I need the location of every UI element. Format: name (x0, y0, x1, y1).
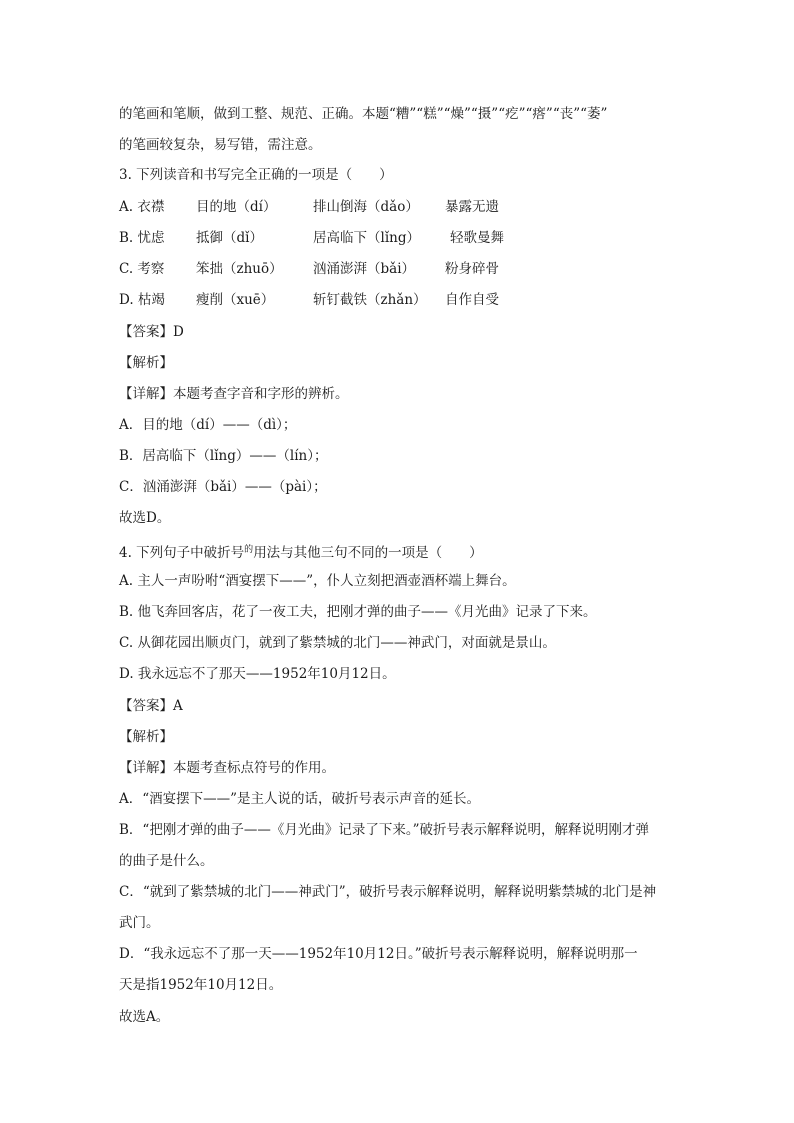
stem-superscript: 的 (244, 545, 254, 555)
question-3-option-a (119, 198, 605, 216)
question-4-option-d: D. 我永远忘不了那天——1952年10月12日。 (119, 666, 396, 682)
option-word: 笨拙（zhuō） (196, 261, 283, 277)
answer-label: 【答案】D (119, 324, 184, 340)
option-word: 瘦削（xuē） (196, 292, 275, 308)
explanation-line: 的曲子是什么。 (119, 853, 214, 869)
option-label: C. 考察 (119, 261, 165, 277)
question-3-option-d (119, 291, 605, 309)
option-word: 粉身碎骨 (445, 261, 499, 277)
option-word: 斩钉截铁（zhǎn） (313, 292, 427, 308)
option-label: D. 枯竭 (119, 292, 165, 308)
question-4-stem (119, 541, 483, 562)
text-line: 的笔画较复杂，易写错，需注意。 (119, 137, 322, 153)
question-4-option-c: C. 从御花园出顺贞门，就到了紫禁城的北门——神武门，对面就是景山。 (119, 635, 556, 651)
text-line: 的笔画和笔顺，做到工整、规范、正确。本题“糟”“糕”“燥”“摄”“疙”“瘩”“丧”“萎” (119, 106, 608, 122)
question-3-stem: 3. 下列读音和书写完全正确的一项是（ ） (119, 167, 393, 183)
question-4-option-a: A. 主人一声吩咐“酒宴摆下——”，仆人立刻把酒壶酒杯端上舞台。 (119, 573, 516, 589)
conclusion-line: 故选D。 (119, 510, 171, 526)
explanation-line: A．目的地（dí）——（dì）； (119, 417, 297, 433)
conclusion-line: 故选A。 (119, 1009, 170, 1025)
question-4-option-b: B. 他飞奔回客店，花了一夜工夫，把刚才弹的曲子——《月光曲》记录了下来。 (119, 604, 597, 620)
explanation-line: A．“酒宴摆下——”是主人说的话，破折号表示声音的延长。 (119, 791, 481, 807)
answer-label: 【答案】A (119, 698, 183, 714)
option-label: A. 衣襟 (119, 199, 165, 215)
explanation-line: 天是指1952年10月12日。 (119, 977, 283, 993)
analysis-label: 【解析】 (119, 729, 173, 745)
explanation-line: 武门。 (119, 915, 160, 931)
option-label: B. 忧虑 (119, 230, 165, 246)
stem-text: 用法与其他三句不同的一项是（ ） (253, 545, 483, 561)
explanation-line: D．“我永远忘不了那一天——1952年10月12日。”破折号表示解释说明，解释说明那一 (119, 946, 638, 962)
detail-text: 【详解】本题考查标点符号的作用。 (119, 760, 335, 776)
question-3-option-b (119, 229, 610, 247)
detail-text: 【详解】本题考查字音和字形的辨析。 (119, 386, 349, 402)
option-word: 抵御（dǐ） (196, 230, 263, 246)
option-word: 轻歌曼舞 (450, 230, 504, 246)
option-word: 汹涌澎湃（bǎi） (313, 261, 416, 277)
explanation-line: C．汹涌澎湃（bǎi）——（pài）； (119, 479, 327, 495)
stem-text: 4. 下列句子中破折号 (119, 545, 245, 561)
analysis-label: 【解析】 (119, 355, 173, 371)
option-word: 居高临下（lǐng） (313, 230, 420, 246)
question-3-option-c (119, 260, 605, 278)
explanation-line: B．居高临下（lǐng）——（lín）； (119, 448, 328, 464)
option-word: 目的地（dí） (196, 199, 277, 215)
explanation-line: B．“把刚才弹的曲子——《月光曲》记录了下来。”破折号表示解释说明，解释说明刚才弹 (119, 822, 649, 838)
option-word: 暴露无遗 (445, 199, 499, 215)
explanation-line: C．“就到了紫禁城的北门——神武门”，破折号表示解释说明，解释说明紫禁城的北门是神 (119, 884, 657, 900)
option-word: 自作自受 (445, 292, 499, 308)
option-word: 排山倒海（dǎo） (313, 199, 419, 215)
